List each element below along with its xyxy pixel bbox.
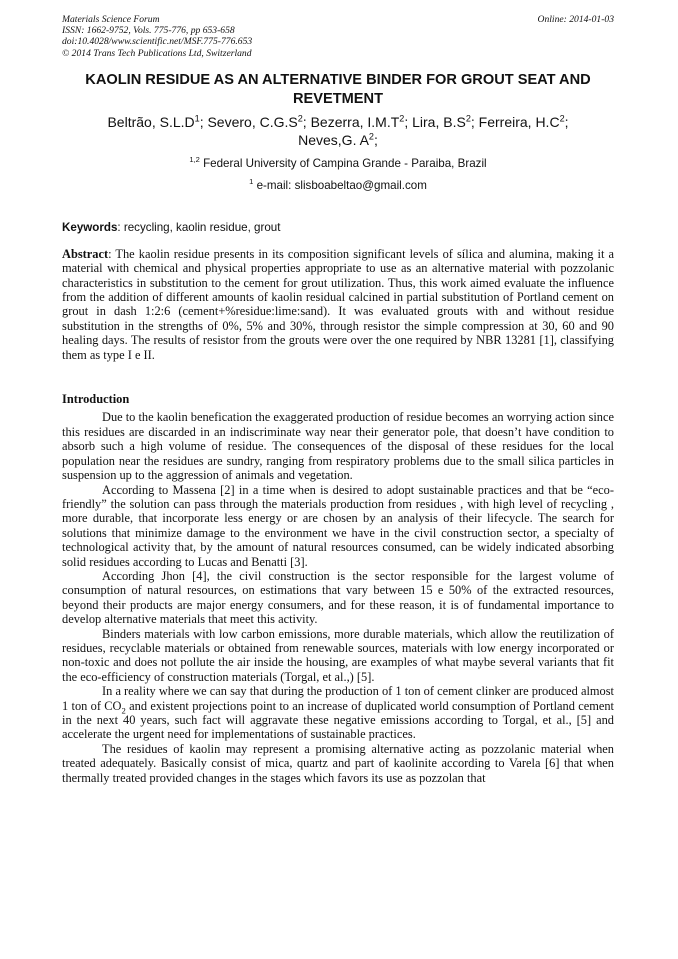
author-list: [62, 113, 614, 149]
affiliation: $^{1,2}$ Federal University of Campina Grande - Paraiba, Brazil: [189, 154, 487, 170]
author: Bezerra, $I.M.T^2$;: [310, 113, 413, 130]
journal-copyright: © 2014 Trans Tech Publications Ltd, Switzerland: [62, 47, 252, 59]
section-heading-introduction: Introduction: [62, 392, 130, 407]
paragraph: The residues of kaolin may represent a promising alternative acting as pozzolanic material when treated adequately. Basically consist of mica, quartz and part of kaolinite according to Varela [6] that when thermally treated provided changes in the stages which favors its use as pozzolan that: [62, 741, 614, 785]
online-date: Online: 2014-01-03: [537, 14, 614, 25]
paragraph: Due to the kaolin benefication the exaggerated production of residue becomes an worrying action since this residues are discarded in an indiscriminate way near their generator pole, that doesn’t have condition to absorb such a high volume of residue. The consequences of the disposal of these residues for the local population near the residues are sundry, ranging from respiratory problems due to the small silica particles in suspension up to the aggression of animals and vegetation.: [62, 410, 614, 483]
author-email: $^1$ e-mail: slisboabeltao@gmail.com: [249, 176, 427, 192]
journal-name: Materials Science Forum: [62, 14, 160, 25]
abstract-text: : The kaolin residue presents in its composition significant levels of sílica and alumina, making it a material with chemical and physical properties appropriate to use as an alternative material with pozzolanic characteristics in substitution to the cement for grout utilization. Thus, this work aimed evaluate the influence from the addition of different amounts of kaolin residual calcined in partial substitution of Portland cement on grout in dash 1:2:6 (cement+%residue:lime:sand). It was evaluated grouts with and without residue substitution in the strengths of 0%, 5% and 30%, through resistor the simple compression at 30, 60 and 90 healing days. The results of resistor from the grouts were over the one required by NBR 13281 [1], classifying them as type I e II.: [62, 246, 614, 362]
keywords-text: : recycling, kaolin residue, grout: [117, 220, 281, 234]
author: Severo, $C.G.S^2$;: [207, 113, 311, 130]
paragraph: According Jhon [4], the civil construction is the sector responsible for the largest volume of consumption of natural resources, on estimations that vary between 15 e 50% of the extracted resources, beyond their products are major energy consumers, and for these reason, it is of fundamental importance to develop alternative materials that meet this activity.: [62, 568, 614, 627]
author: Lira, $B.S^2$;: [412, 113, 479, 130]
keywords: [62, 221, 614, 235]
author: Ferreira, $H.C^2$;: [478, 113, 569, 130]
journal-header: [62, 14, 614, 59]
paragraph: In a reality where we can say that during the production of 1 ton of cement clinker are produced almost 1 ton of $CO_2$ and existent projections point to an increase of duplicated world consumption of Portland cement in the next 40 years, such fact will aggravate these negative emissions according to Torgal, et al., [5] and accelerate the urgent need for implementations of sustainable practices.: [62, 684, 614, 742]
introduction-body: [62, 410, 614, 785]
paper-title: KAOLIN RESIDUE AS AN ALTERNATIVE BINDER FOR GROUT SEAT AND REVETMENT: [85, 71, 591, 107]
abstract: [62, 247, 614, 362]
author: Beltrão, $S.L.D^1$;: [107, 113, 208, 130]
journal-doi: doi:10.4028/www.scientific.net/MSF.775-776.653: [62, 36, 253, 48]
paper-page: [62, 14, 614, 785]
keywords-label: Keywords: [62, 220, 118, 234]
journal-issn: ISSN: 1662-9752, Vols. 775-776, pp 653-658: [62, 25, 235, 37]
paragraph: According to Massena [2] in a time when is desired to adopt sustainable practices and that be “eco-friendly” the solution can pass through the materials production from residues , with high level of recycling , more durable, that incorporate less energy or are chosen by an analysis of their lifecycle. The search for solutions that minimize damage to the environment we have in the civil construction sector, a specialty of technological activity that, by the amount of natural resources consumed, can be widely indicated absorbing solid residues according to Lucas and Benatti [3].: [62, 482, 614, 569]
abstract-label: Abstract: [62, 246, 109, 261]
paragraph: Binders materials with low carbon emissions, more durable materials, which allow the reutilization of residues, recyclable materials or obtained from renewable sources, materials with low energy incorporated or non-toxic and does not pollute the air inside the housing, are examples of what maybe several variants that fit the eco-efficiency of construction materials (Torgal, et al.,) [5].: [62, 626, 614, 684]
author: Neves,G. $A^2$;: [298, 131, 378, 148]
